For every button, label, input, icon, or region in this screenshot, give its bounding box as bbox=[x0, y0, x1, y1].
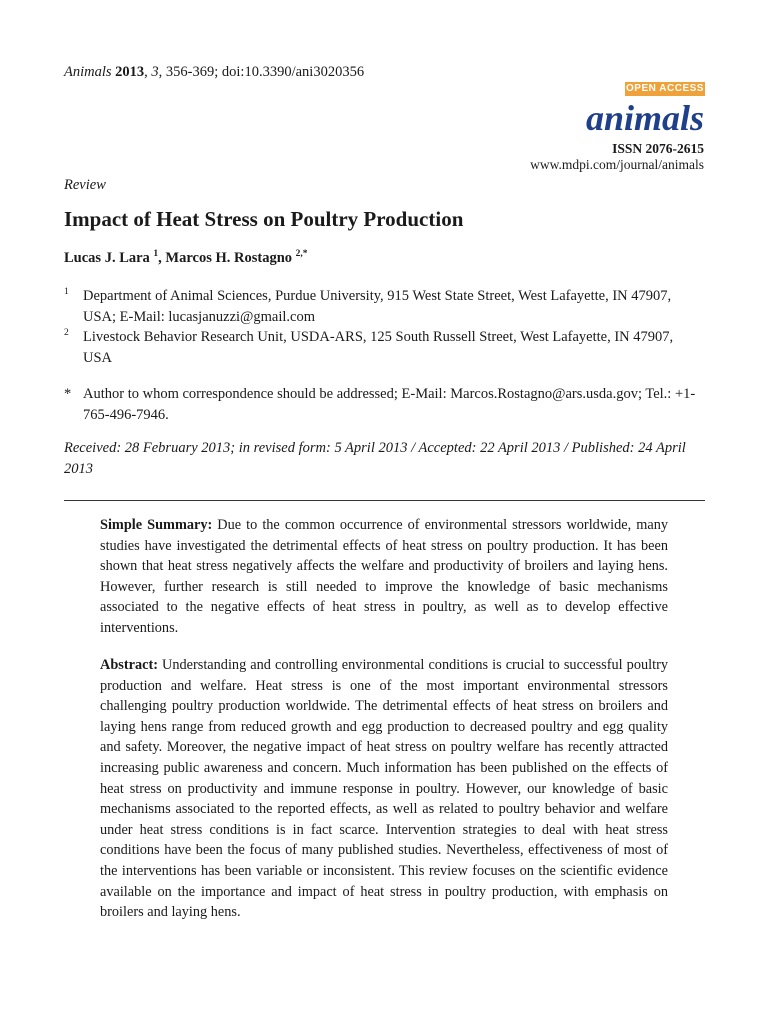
author-affil-mark: 2,* bbox=[295, 249, 308, 260]
section-divider bbox=[64, 500, 705, 501]
correspondence-text: Author to whom correspondence should be addressed; E-Mail: Marcos.Rostagno@ars.usda.gov; Tel.: +1-765-496-7946. bbox=[83, 386, 696, 423]
author-name: Lucas J. Lara bbox=[64, 250, 150, 266]
author-name: Marcos H. Rostagno bbox=[165, 250, 293, 266]
summary-text: Due to the common occurrence of environmental stressors worldwide, many studies have investigated the detrimental effects of heat stress on poultry production. It has been shown that heat stress negatively affects the welfare and productivity of broilers and laying hens. However, further research is still needed to improve the knowledge of basic mechanisms associated to the negative effects of heat stress in poultry, as well as to develop effective interventions. bbox=[100, 517, 668, 636]
affiliation-mark: 2 bbox=[64, 328, 69, 338]
article-type: Review bbox=[64, 177, 106, 193]
affiliation-mark: 1 bbox=[64, 287, 69, 297]
open-access-badge: OPEN ACCESS bbox=[626, 83, 704, 94]
author-affil-mark: 1 bbox=[153, 249, 159, 260]
journal-url[interactable]: www.mdpi.com/journal/animals bbox=[530, 157, 704, 172]
summary-label: Simple Summary: bbox=[100, 517, 213, 533]
publication-dates: Received: 28 February 2013; in revised form: 5 April 2013 / Accepted: 22 April 2013 / Published: 24 April 2013 bbox=[64, 440, 686, 477]
author-list: Lucas J. Lara $^1$, Marcos H. Rostagno $^{2,*}$ bbox=[64, 249, 308, 266]
correspondence-note bbox=[64, 384, 704, 426]
abstract-label: Abstract: bbox=[100, 657, 158, 673]
citation-journal: Animals bbox=[64, 64, 112, 80]
citation-volume: 3 bbox=[151, 64, 159, 80]
affiliation-2 bbox=[64, 327, 704, 369]
abstract bbox=[100, 655, 668, 923]
abstract-text: Understanding and controlling environmental conditions is crucial to successful poultry production and welfare. Heat stress is one of the most important environmental stressors challenging poultry production worldwide. The detrimental effects of heat stress on broilers and laying hens range from reduced growth and egg production to decreased poultry and egg quality and safety. Moreover, the negative impact of heat stress on poultry welfare has recently attracted increasing public awareness and concern. Much information has been published on the effects of heat stress on productivity and immune response in poultry. However, our knowledge of basic mechanisms associated to the reported effects, as well as related to poultry behavior and welfare under heat stress conditions is in fact scarce. Intervention strategies to deal with heat stress conditions have been the focus of many published studies. Nevertheless, effectiveness of most of the interventions has been variable or inconsistent. This review focuses on the scientific evidence available on the importance and impact of heat stress in poultry production, with emphasis on broilers and laying hens. bbox=[100, 657, 668, 921]
affiliation-1 bbox=[64, 286, 704, 328]
journal-logo: animals bbox=[585, 98, 704, 138]
citation-year: 2013 bbox=[115, 64, 145, 80]
citation-line: Animals 2013, 3, 356-369; doi:10.3390/ani3020356 bbox=[64, 64, 365, 80]
simple-summary bbox=[100, 515, 668, 639]
issn: ISSN 2076-2615 bbox=[612, 141, 704, 156]
article-title: Impact of Heat Stress on Poultry Production bbox=[64, 207, 464, 231]
affiliation-text: Livestock Behavior Research Unit, USDA-ARS, 125 South Russell Street, West Lafayette, IN 47907, USA bbox=[83, 329, 674, 366]
citation-rest: , 356-369; doi:10.3390/ani3020356 bbox=[158, 64, 365, 80]
affiliation-text: Department of Animal Sciences, Purdue University, 915 West State Street, West Lafayette, IN 47907, USA; E-Mail: lucasjanuzzi@gmail.com bbox=[83, 288, 672, 325]
correspondence-mark: * bbox=[64, 386, 72, 402]
